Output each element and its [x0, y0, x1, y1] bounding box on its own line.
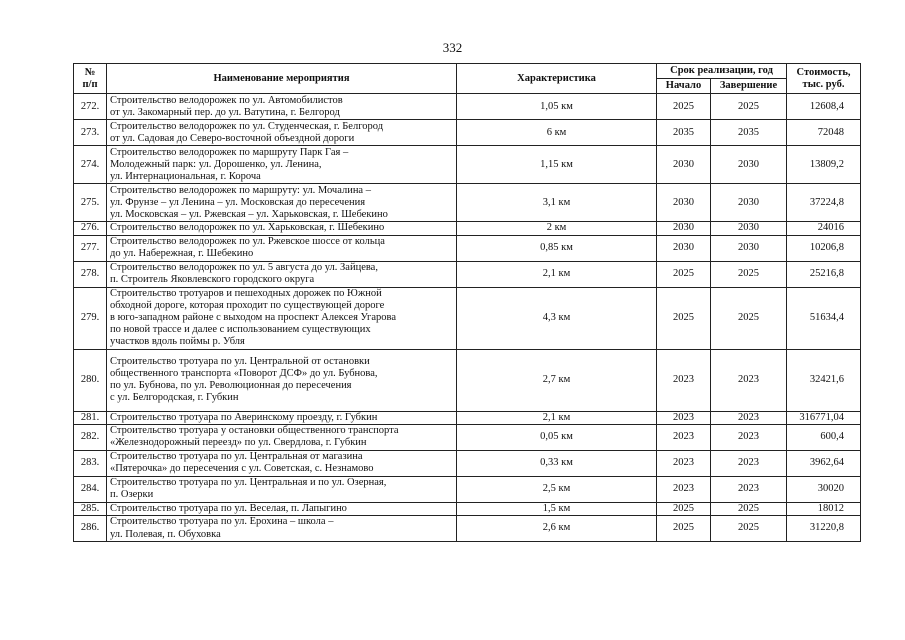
- end-year-cell: 2023: [711, 476, 787, 502]
- row-number: 281.: [74, 411, 107, 424]
- table-row: [74, 235, 861, 261]
- activity-name: [107, 222, 457, 235]
- cost-cell: 72048: [787, 120, 861, 146]
- end-year-cell: 2025: [711, 94, 787, 120]
- activity-name-line: ул. Московская – ул. Ржевская – ул. Харьковская, г. Шебекино: [110, 209, 388, 220]
- cost-cell: 18012: [787, 502, 861, 515]
- activity-name: [107, 146, 457, 184]
- activity-name-line: Строительство велодорожек по ул. Автомобилистов: [110, 94, 343, 106]
- header-cost-bottom: тыс. руб.: [802, 78, 845, 90]
- activity-name: [107, 261, 457, 287]
- activity-name-line: обходной дороге, которая проходит по существующей дороге: [110, 299, 385, 311]
- table-row: [74, 120, 861, 146]
- characteristic-cell: 1,05 км: [457, 94, 657, 120]
- end-year-cell: 2030: [711, 222, 787, 235]
- table-header: [74, 64, 861, 94]
- characteristic-cell: 2,6 км: [457, 516, 657, 542]
- cost-cell: 316771,04: [787, 411, 861, 424]
- activity-name-line: Строительство тротуара по ул. Центральная и по ул. Озерная,: [110, 477, 387, 489]
- start-year-cell: 2023: [657, 450, 711, 476]
- activity-name: [107, 476, 457, 502]
- activity-name: [107, 424, 457, 450]
- characteristic-cell: 0,33 км: [457, 450, 657, 476]
- activity-name-line: п. Озерки: [110, 489, 154, 501]
- table-row: [74, 450, 861, 476]
- activity-name-line: п. Строитель Яковлевского городского округа: [110, 274, 315, 286]
- end-year-cell: 2030: [711, 235, 787, 261]
- activity-name-line: по ул. Бубнова, по ул. Революционная до пересечения: [110, 380, 352, 392]
- start-year-cell: 2025: [657, 516, 711, 542]
- characteristic-cell: 2 км: [457, 222, 657, 235]
- start-year-cell: 2030: [657, 235, 711, 261]
- activity-name-line: «Пятерочка» до пересечения с ул. Советская, с. Незнамово: [110, 463, 374, 475]
- end-year-cell: 2025: [711, 261, 787, 287]
- activity-name: [107, 502, 457, 515]
- activity-name-line: Молодежный парк: ул. Дорошенко, ул. Ленина,: [110, 158, 322, 170]
- start-year-cell: 2023: [657, 349, 711, 411]
- characteristic-cell: 3,1 км: [457, 184, 657, 222]
- end-year-cell: 2023: [711, 349, 787, 411]
- activity-name-line: Строительство велодорожек по ул. 5 августа до ул. Зайцева,: [110, 261, 378, 273]
- start-year-cell: 2025: [657, 94, 711, 120]
- table-row: [74, 411, 861, 424]
- table-row: [74, 516, 861, 542]
- activity-name-line: с ул. Белгородская, г. Губкин: [110, 392, 239, 404]
- end-year-cell: 2035: [711, 120, 787, 146]
- activity-name-line: «Железнодорожный переезд» по ул. Свердлова, г. Губкин: [110, 437, 367, 449]
- activity-name-line: Строительство тротуаров и пешеходных дорожек по Южной: [110, 287, 382, 299]
- activity-name-line: от ул. Садовая до Северо-восточной объездной дороги: [110, 132, 355, 144]
- activity-name: [107, 287, 457, 349]
- cost-cell: 31220,8: [787, 516, 861, 542]
- table-row: [74, 94, 861, 120]
- characteristic-cell: 1,5 км: [457, 502, 657, 515]
- characteristic-cell: 0,85 км: [457, 235, 657, 261]
- activity-name-line: ул. Интернациональная, г. Короча: [110, 171, 261, 182]
- cost-cell: 13809,2: [787, 146, 861, 184]
- start-year-cell: 2025: [657, 287, 711, 349]
- table-row: [74, 146, 861, 184]
- activity-name-line: ул. Полевая, п. Обуховка: [110, 528, 221, 540]
- characteristic-cell: 1,15 км: [457, 146, 657, 184]
- end-year-cell: 2023: [711, 424, 787, 450]
- activity-name-line: общественного транспорта «Поворот ДСФ» до ул. Бубнова,: [110, 367, 378, 379]
- start-year-cell: 2030: [657, 222, 711, 235]
- table-row: [74, 424, 861, 450]
- activity-name: [107, 120, 457, 146]
- header-name: Наименование мероприятия: [107, 64, 457, 94]
- activity-name-line: по новой трассе и далее с использованием существующих: [110, 324, 371, 336]
- characteristic-cell: 2,1 км: [457, 261, 657, 287]
- row-number: 272.: [74, 94, 107, 120]
- activity-name-line: Строительство тротуара по ул. Центральной от остановки: [110, 355, 370, 367]
- activity-name-line: Строительство велодорожек по маршруту: ул. Мочалина –: [110, 184, 371, 196]
- header-cost: [787, 64, 861, 94]
- activity-name-line: Строительство тротуара по Аверинскому проезду, г. Губкин: [110, 411, 378, 423]
- end-year-cell: 2030: [711, 146, 787, 184]
- table-row: [74, 476, 861, 502]
- row-number: 286.: [74, 516, 107, 542]
- row-number: 279.: [74, 287, 107, 349]
- header-end: Завершение: [711, 79, 787, 94]
- cost-cell: 51634,4: [787, 287, 861, 349]
- characteristic-cell: 2,7 км: [457, 349, 657, 411]
- cost-cell: 600,4: [787, 424, 861, 450]
- end-year-cell: 2023: [711, 411, 787, 424]
- activity-name-line: Строительство велодорожек по ул. Студенческая, г. Белгород: [110, 120, 384, 132]
- activity-name: [107, 411, 457, 424]
- row-number: 282.: [74, 424, 107, 450]
- end-year-cell: 2025: [711, 502, 787, 515]
- cost-cell: 25216,8: [787, 261, 861, 287]
- activity-name-line: до ул. Набережная, г. Шебекино: [110, 248, 254, 260]
- activity-name-line: Строительство велодорожек по ул. Ржевское шоссе от кольца: [110, 235, 385, 247]
- activity-name-line: Строительство велодорожек по ул. Харьковская, г. Шебекино: [110, 222, 385, 234]
- characteristic-cell: 2,1 км: [457, 411, 657, 424]
- table-row: [74, 222, 861, 235]
- start-year-cell: 2025: [657, 502, 711, 515]
- header-num: [74, 64, 107, 94]
- activity-name-line: участков вдоль поймы р. Убля: [110, 336, 245, 348]
- row-number: 275.: [74, 184, 107, 222]
- start-year-cell: 2030: [657, 184, 711, 222]
- row-number: 277.: [74, 235, 107, 261]
- characteristic-cell: 2,5 км: [457, 476, 657, 502]
- start-year-cell: 2023: [657, 424, 711, 450]
- end-year-cell: 2025: [711, 516, 787, 542]
- table-body: [74, 94, 861, 542]
- activities-table: [73, 63, 861, 542]
- table-row: [74, 502, 861, 515]
- row-number: 283.: [74, 450, 107, 476]
- cost-cell: 24016: [787, 222, 861, 235]
- row-number: 284.: [74, 476, 107, 502]
- header-period: Срок реализации, год: [657, 64, 787, 79]
- row-number: 285.: [74, 502, 107, 515]
- activity-name-line: в юго-западном районе с выходом на проспект Алексея Угарова: [110, 312, 396, 324]
- cost-cell: 30020: [787, 476, 861, 502]
- characteristic-cell: 4,3 км: [457, 287, 657, 349]
- activity-name-line: Строительство тротуара у остановки общественного транспорта: [110, 425, 399, 437]
- cost-cell: 10206,8: [787, 235, 861, 261]
- row-number: 278.: [74, 261, 107, 287]
- activity-name-line: Строительство тротуара по ул. Центральная от магазина: [110, 451, 363, 463]
- table-row: [74, 184, 861, 222]
- activity-name-line: ул. Фрунзе – ул Ленина – ул. Московская до пересечения: [110, 196, 366, 208]
- activity-name: [107, 450, 457, 476]
- start-year-cell: 2023: [657, 411, 711, 424]
- cost-cell: 3962,64: [787, 450, 861, 476]
- end-year-cell: 2030: [711, 184, 787, 222]
- activity-name: [107, 94, 457, 120]
- table-row: [74, 261, 861, 287]
- header-characteristic: Характеристика: [457, 64, 657, 94]
- activity-name-line: от ул. Закомарный пер. до ул. Ватутина, г. Белгород: [110, 106, 340, 118]
- table-row: [74, 287, 861, 349]
- activity-name: [107, 516, 457, 542]
- start-year-cell: 2030: [657, 146, 711, 184]
- header-start: Начало: [657, 79, 711, 94]
- header-cost-top: Стоимость,: [796, 66, 851, 78]
- activity-name-line: Строительство тротуара по ул. Ерохина – школа –: [110, 516, 334, 528]
- row-number: 276.: [74, 222, 107, 235]
- end-year-cell: 2023: [711, 450, 787, 476]
- row-number: 274.: [74, 146, 107, 184]
- characteristic-cell: 6 км: [457, 120, 657, 146]
- row-number: 280.: [74, 349, 107, 411]
- characteristic-cell: 0,05 км: [457, 424, 657, 450]
- cost-cell: 37224,8: [787, 184, 861, 222]
- cost-cell: 12608,4: [787, 94, 861, 120]
- activity-name: [107, 235, 457, 261]
- cost-cell: 32421,6: [787, 349, 861, 411]
- table-row: [74, 349, 861, 411]
- activity-name-line: Строительство велодорожек по маршруту Парк Гая –: [110, 146, 349, 158]
- row-number: 273.: [74, 120, 107, 146]
- start-year-cell: 2035: [657, 120, 711, 146]
- page-number: 332: [442, 40, 463, 55]
- end-year-cell: 2025: [711, 287, 787, 349]
- activity-name: [107, 184, 457, 222]
- header-num-top: №: [84, 66, 96, 78]
- header-num-bottom: п/п: [82, 78, 98, 90]
- start-year-cell: 2023: [657, 476, 711, 502]
- activity-name-line: Строительство тротуара по ул. Веселая, п. Лапыгино: [110, 502, 347, 514]
- activity-name: [107, 349, 457, 411]
- start-year-cell: 2025: [657, 261, 711, 287]
